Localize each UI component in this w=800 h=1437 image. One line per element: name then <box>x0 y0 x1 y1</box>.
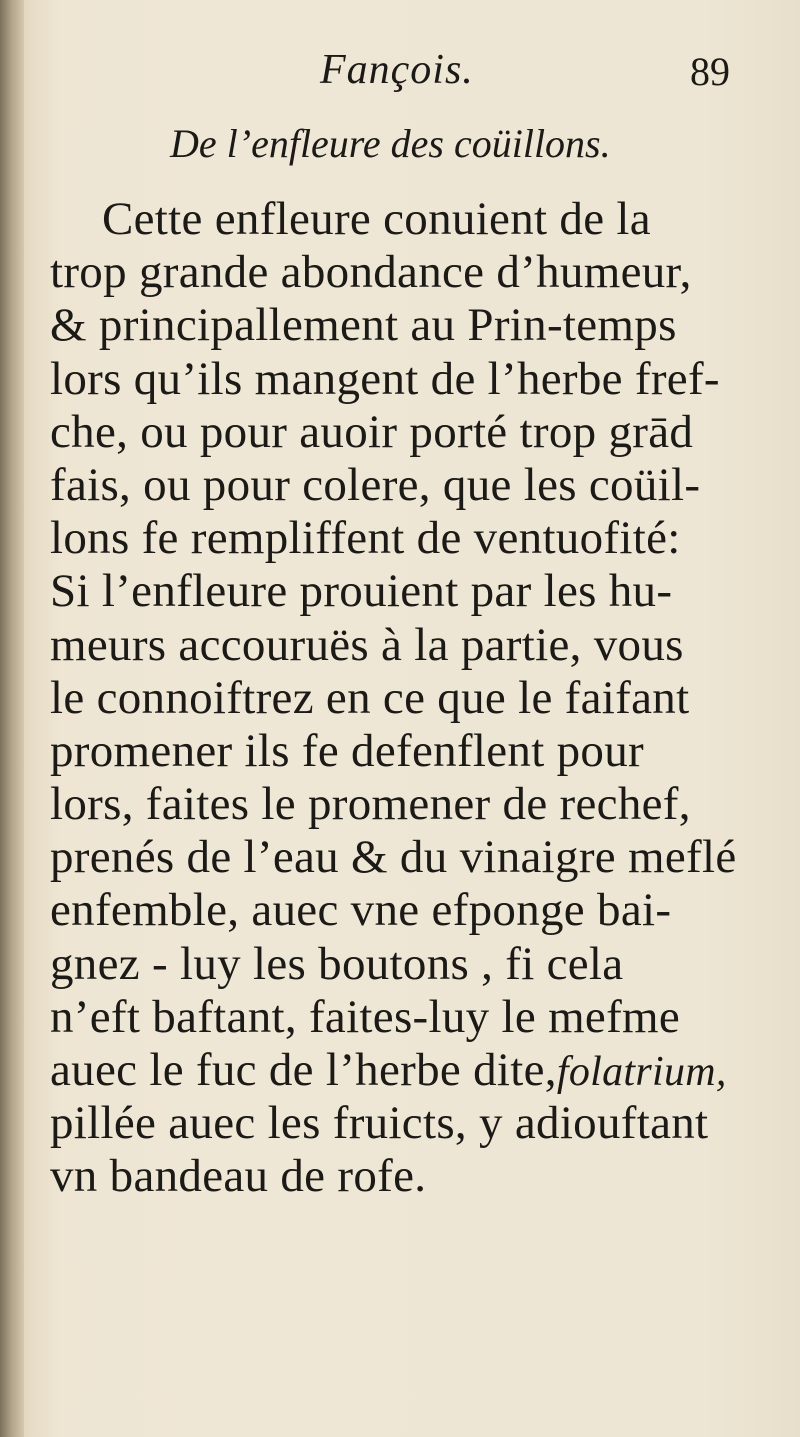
text-line: che, ou pour auoir porté trop grād <box>50 405 694 458</box>
text-line: lors qu’ils mangent de l’herbe fref- <box>50 352 720 405</box>
text-line: & principallement au Prin-temps <box>50 299 677 352</box>
page-gutter-shadow <box>0 0 24 1437</box>
text-line: vn bandeau de rofe. <box>50 1150 427 1203</box>
running-title: Fançois. <box>320 47 474 93</box>
text-line: Cette enfleure conuient de la <box>102 193 651 245</box>
text-line: lors, faites le promener de rechef, <box>50 778 691 831</box>
text-line-with-italic <box>50 1044 750 1097</box>
page-number: 89 <box>690 49 730 94</box>
text-line: enfemble, auec vne efponge bai- <box>50 884 672 937</box>
running-head <box>0 36 800 96</box>
text-line: gnez - luy les boutons , fi cela <box>50 937 624 990</box>
section-heading: De l’enfleure des coüillons. <box>170 121 611 166</box>
text-line: fais, ou pour colere, que les coüil- <box>50 458 701 511</box>
text-line: trop grande abondance d’humeur, <box>50 246 692 299</box>
text-line: promener ils fe defenflent pour <box>50 724 644 777</box>
text-line: n’eft baftant, faites-luy le mefme <box>50 990 681 1043</box>
body-text <box>50 193 750 1204</box>
text-line: pillée auec les fruicts, y adiouftant <box>50 1097 709 1150</box>
text-line: le connoiftrez en ce que le faifant <box>50 671 690 724</box>
text-line: Si l’enfleure prouient par les hu- <box>50 565 673 618</box>
text-line-roman-part: auec le fuc de l’herbe dite, <box>50 1044 557 1096</box>
text-line: prenés de l’eau & du vinaigre meflé <box>50 831 737 884</box>
text-line: meurs accouruës à la partie, vous <box>50 618 684 671</box>
italic-term: folatrium, <box>556 1049 727 1095</box>
text-line: lons fe rempliffent de ventuofité: <box>50 512 681 565</box>
